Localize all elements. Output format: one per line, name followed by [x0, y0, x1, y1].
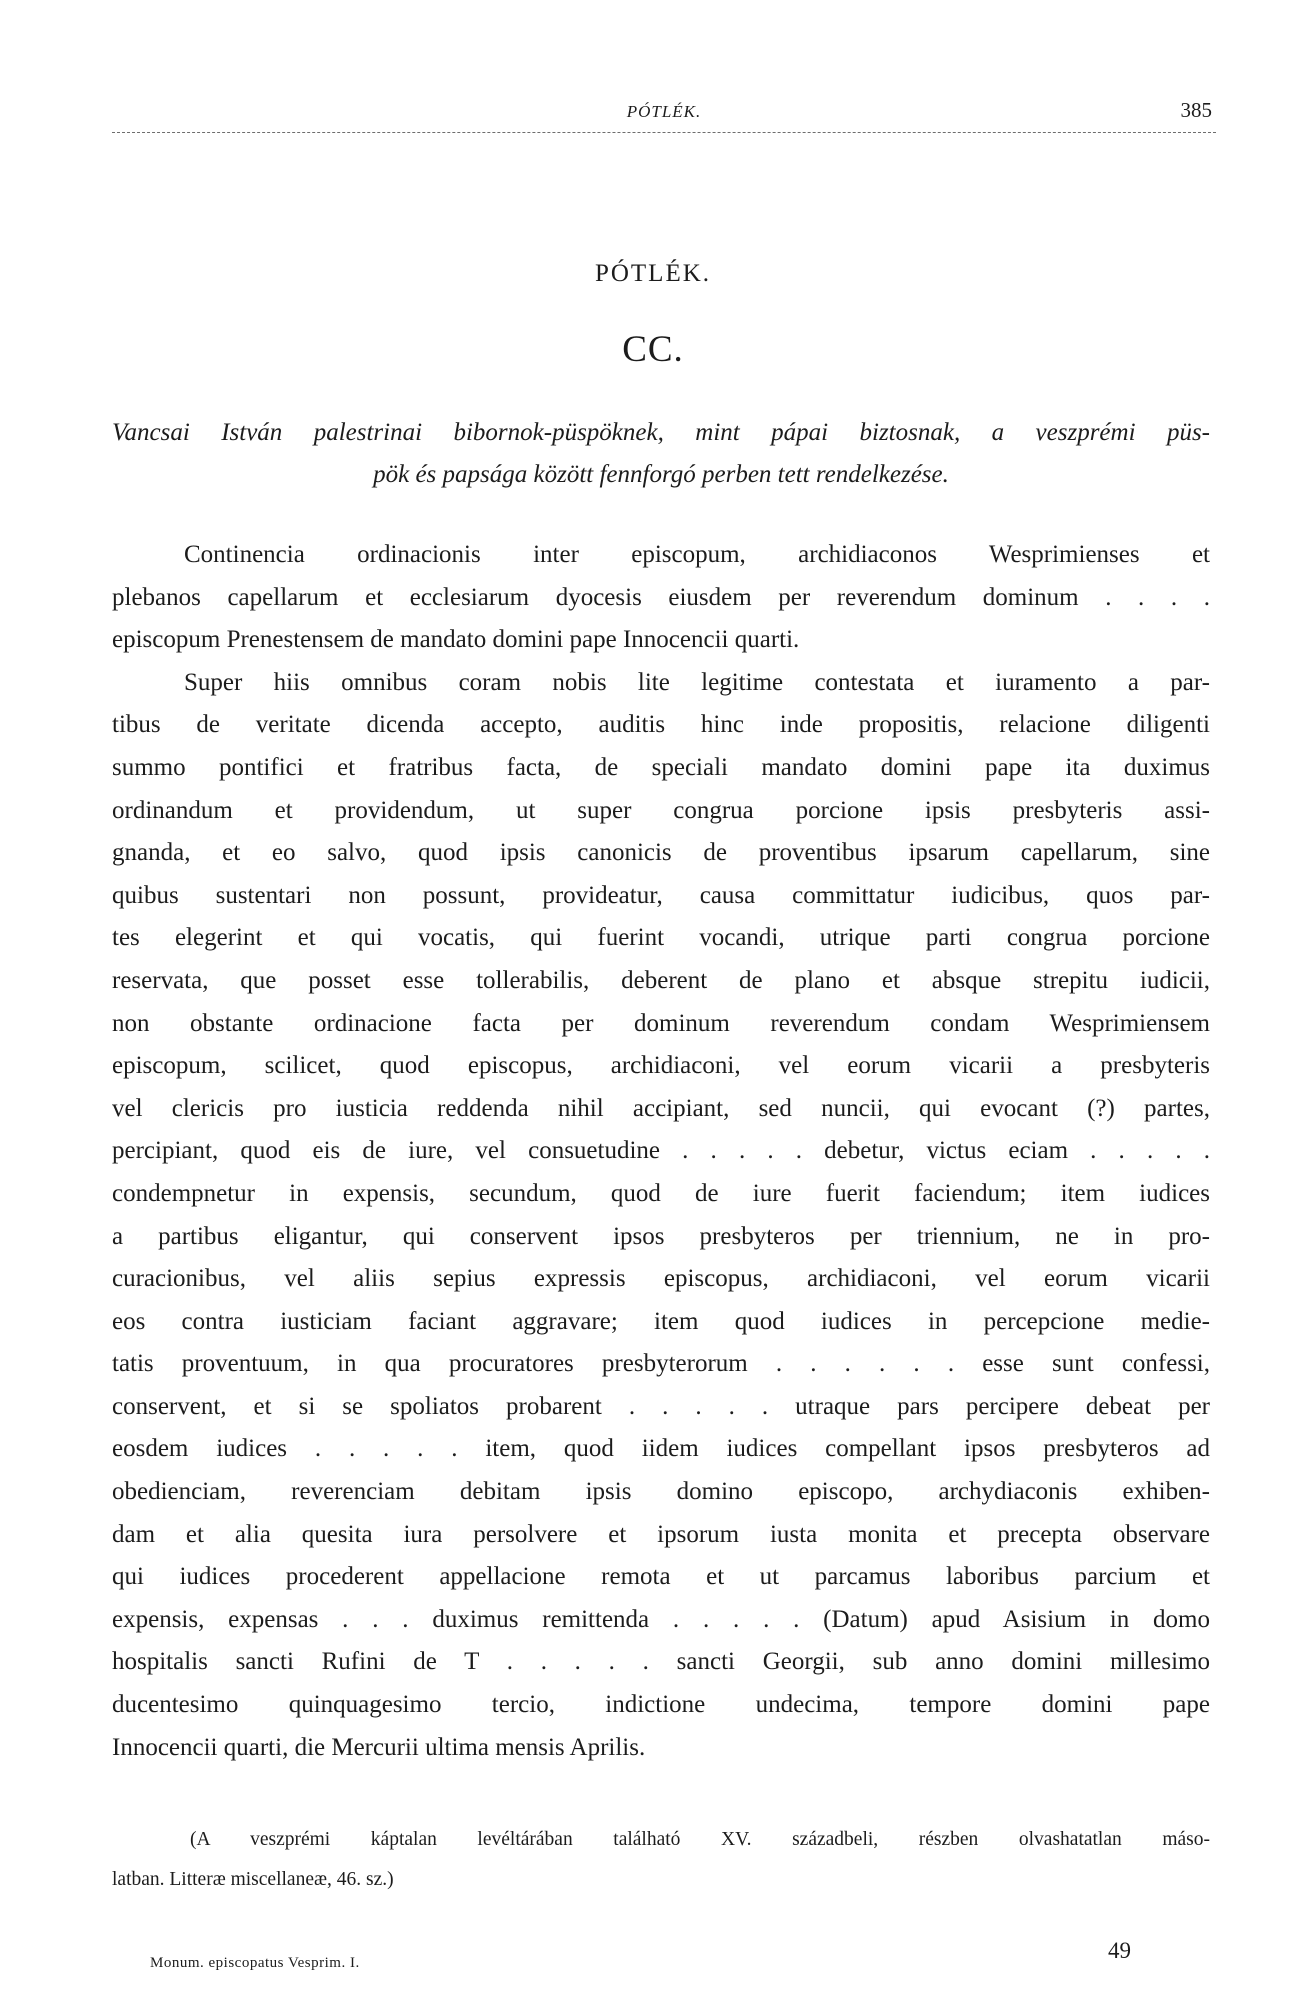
page-number: 385 [1180, 98, 1212, 122]
body-line: ordinandum et providendum, ut super congrua porcione ipsis presbyteris assi- [112, 796, 1210, 824]
body-line: eosdem iudices . . . . . item, quod iidem iudices compellant ipsos presbyteros ad [112, 1435, 1210, 1463]
body-line: dam et alia quesita iura persolvere et ipsorum iusta monita et precepta observare [112, 1520, 1210, 1548]
body-line: Continencia ordinacionis inter episcopum, archidiaconos Wesprimienses et [184, 541, 1210, 568]
heading-line: Vancsai István palestrinai bibornok-püspöknek, mint pápai biztosnak, a veszprémi püs- [112, 419, 1210, 446]
body-line: tibus de veritate dicenda accepto, auditis hinc inde propositis, relacione diligenti [112, 711, 1210, 739]
body-line: episcopum Prenestensem de mandato domini pape Innocencii quarti. [112, 626, 800, 654]
body-line: obedienciam, reverenciam debitam ipsis domino episcopo, archydiaconis exhiben- [112, 1478, 1210, 1506]
source-footnote [112, 1820, 1210, 1900]
heading-line: pök és papsága között fennforgó perben tett rendelkezése. [373, 461, 949, 488]
running-header [112, 98, 1216, 133]
body-line: qui iudices procederent appellacione remota et ut parcamus laboribus parcium et [112, 1563, 1210, 1591]
document-heading [112, 412, 1210, 496]
body-line: tatis proventuum, in qua procuratores presbyterorum . . . . . . esse sunt confessi, [112, 1350, 1210, 1378]
body-line: ducentesimo quinquagesimo tercio, indictione undecima, tempore domini pape [112, 1691, 1210, 1719]
body-line: percipiant, quod eis de iure, vel consuetudine . . . . . debetur, victus eciam . . . . . [112, 1137, 1210, 1165]
body-line: episcopum, scilicet, quod episcopus, archidiaconi, vel eorum vicarii a presbyteris [112, 1052, 1210, 1080]
body-line: hospitalis sancti Rufini de T . . . . . sancti Georgii, sub anno domini millesimo [112, 1648, 1210, 1676]
body-line: curacionibus, vel aliis sepius expressis episcopus, archidiaconi, vel eorum vicarii [112, 1265, 1210, 1293]
body-line: conservent, et si se spoliatos probarent . . . . . utraque pars percipere debeat per [112, 1392, 1210, 1420]
sheet-number: 49 [1108, 1938, 1131, 1963]
body-line: Super hiis omnibus coram nobis lite legitime contestata et iuramento a par- [184, 668, 1210, 696]
body-line: non obstante ordinacione facta per dominum reverendum condam Wesprimiensem [112, 1009, 1210, 1037]
body-line: gnanda, et eo salvo, quod ipsis canonicis de proventibus ipsarum capellarum, sine [112, 839, 1210, 867]
body-line: a partibus eligantur, qui conservent ipsos presbyteros per triennium, ne in pro- [112, 1222, 1210, 1250]
document-body [112, 534, 1210, 1769]
printer-signature: Monum. episcopatus Vesprim. I. [150, 1955, 360, 1971]
body-line: plebanos capellarum et ecclesiarum dyocesis eiusdem per reverendum dominum . . . . [112, 583, 1210, 611]
body-line: eos contra iusticiam faciant aggravare; item quod iudices in percepcione medie- [112, 1307, 1210, 1335]
body-line: summo pontifici et fratribus facta, de speciali mandato domini pape ita duximus [112, 753, 1210, 781]
footnote-line: (A veszprémi káptalan levéltárában található XV. századbeli, részben olvashatatlan máso- [190, 1829, 1210, 1850]
section-title: PÓTLÉK. [594, 260, 712, 287]
body-line: tes elegerint et qui vocatis, qui fuerint vocandi, utrique parti congrua porcione [112, 924, 1210, 952]
body-line: reservata, que posset esse tollerabilis, deberent de plano et absque strepitu iudicii, [112, 966, 1210, 994]
body-line: condempnetur in expensis, secundum, quod de iure fuerit faciendum; item iudices [112, 1179, 1210, 1207]
document-number: CC. [622, 329, 684, 370]
footnote-line: latban. Litteræ miscellaneæ, 46. sz.) [112, 1869, 394, 1890]
body-line: vel clericis pro iusticia reddenda nihil accipiant, sed nuncii, qui evocant (?) partes, [112, 1094, 1210, 1122]
running-title: PÓTLÉK. [626, 102, 702, 121]
body-line: expensis, expensas . . . duximus remittenda . . . . . (Datum) apud Asisium in domo [112, 1605, 1210, 1633]
body-line: Innocencii quarti, die Mercurii ultima mensis Aprilis. [112, 1733, 646, 1761]
body-line: quibus sustentari non possunt, provideatur, causa committatur iudicibus, quos par- [112, 881, 1210, 909]
